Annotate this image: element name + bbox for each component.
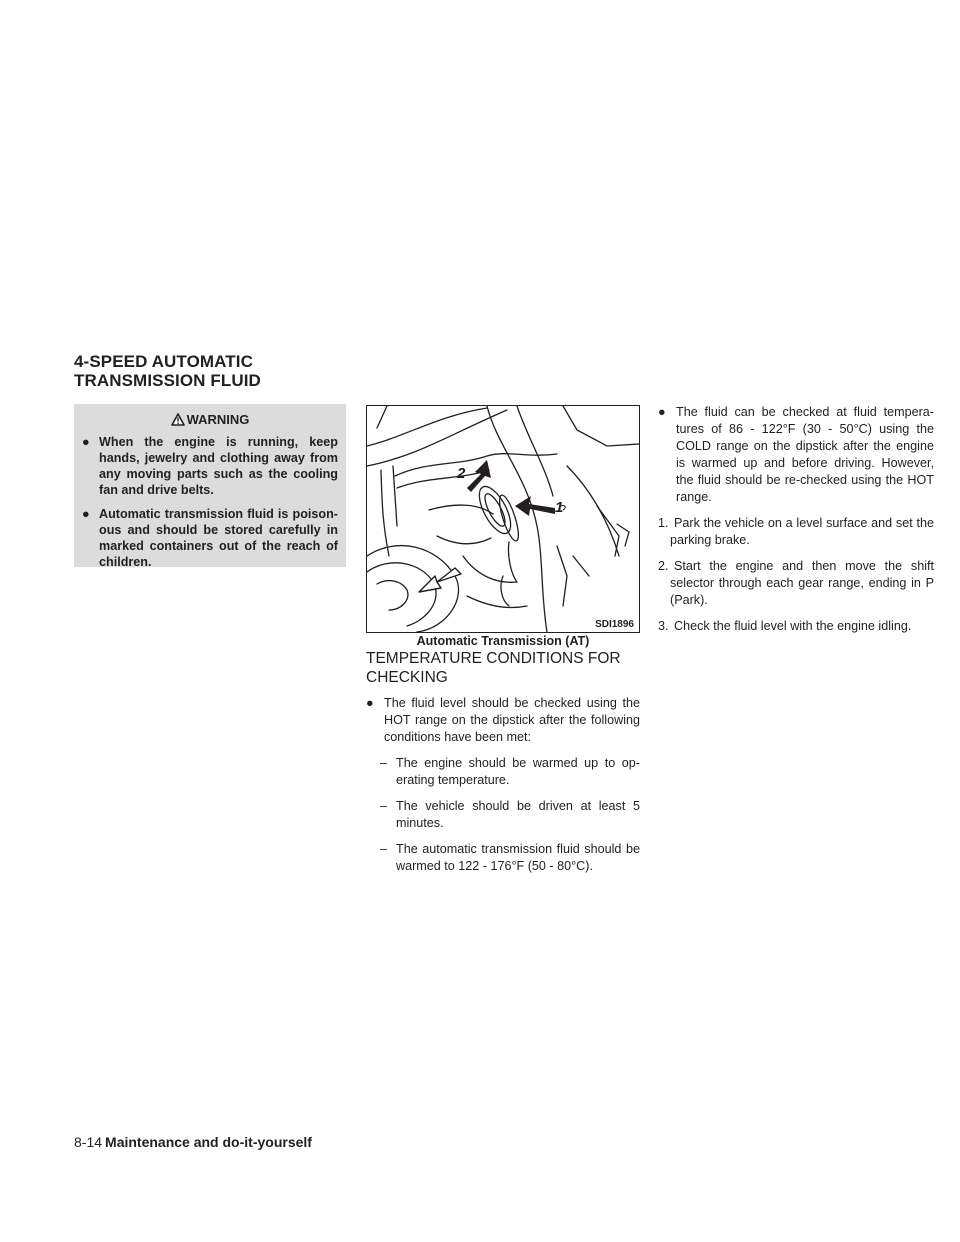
bullet-icon: ● <box>366 696 374 710</box>
warning-item <box>80 506 338 570</box>
temperature-heading-line1: TEMPERATURE CONDITIONS FOR <box>366 650 621 667</box>
warning-title <box>74 412 346 427</box>
step-number: 1. <box>658 516 669 530</box>
step-text: Start the engine and then move the shift selector through each gear range, ending in P (Park). <box>670 559 934 607</box>
dash-icon: – <box>380 756 388 770</box>
cold-range-text: The fluid can be checked at fluid tempera- tures of 86 - 122°F (30 - 50°C) using the COLD range on the dipstick after the engine is warmed up and before driving. However, the fluid should be re-checked using the HOT range. <box>676 405 934 504</box>
engine-bay-illustration <box>367 406 639 632</box>
warning-item <box>80 434 338 498</box>
outline-arrow-icon <box>419 568 461 592</box>
warning-item-text: When the engine is running, keep hands, jewelry and clothing away from any moving parts such as the cooling fan and drive belts. <box>99 435 338 497</box>
step-text: Check the fluid level with the engine idling. <box>674 619 912 633</box>
section-heading <box>74 352 261 390</box>
bullet-icon: ● <box>82 435 90 449</box>
right-column-text <box>658 404 934 644</box>
condition-item <box>366 755 640 789</box>
section-heading-line2: TRANSMISSION FLUID <box>74 371 261 390</box>
cold-range-bullet <box>658 404 934 506</box>
bullet-icon: ● <box>82 507 90 521</box>
step-number: 2. <box>658 559 669 573</box>
dash-icon: – <box>380 799 388 813</box>
figure-code: SDI1896 <box>595 619 634 630</box>
section-heading-line1: 4-SPEED AUTOMATIC <box>74 352 253 371</box>
condition-text: The automatic transmission fluid should be warmed to 122 - 176°F (50 - 80°C). <box>396 842 640 873</box>
step-item <box>658 618 934 635</box>
condition-item <box>366 798 640 832</box>
warning-triangle-icon <box>171 413 185 426</box>
step-text: Park the vehicle on a level surface and set the parking brake. <box>670 516 934 547</box>
warning-title-text: WARNING <box>186 412 250 427</box>
step-item <box>658 558 934 609</box>
warning-list <box>80 434 338 578</box>
step-item <box>658 515 934 549</box>
page-footer <box>74 1133 312 1151</box>
condition-text: The engine should be warmed up to op- erating temperature. <box>396 756 640 787</box>
warning-item-text: Automatic transmission fluid is poison- ous and should be stored carefully in marked containers out of the reach of children. <box>99 507 338 569</box>
step-number: 3. <box>658 619 669 633</box>
figure-caption: Automatic Transmission (AT) <box>416 634 590 648</box>
warning-box <box>74 404 346 567</box>
temperature-heading-line2: CHECKING <box>366 669 448 686</box>
temperature-heading <box>366 649 621 687</box>
callout-1: 1 <box>555 499 564 516</box>
condition-item <box>366 841 640 875</box>
callout-2: 2 <box>457 465 466 482</box>
temperature-text <box>366 695 640 884</box>
arrow-1-icon <box>515 496 555 516</box>
dash-icon: – <box>380 842 388 856</box>
transmission-figure <box>366 405 640 633</box>
bullet-icon: ● <box>658 405 666 419</box>
condition-text: The vehicle should be driven at least 5 minutes. <box>396 799 640 830</box>
page-number: 8-14 <box>74 1134 103 1150</box>
chapter-title: Maintenance and do-it-yourself <box>105 1134 312 1150</box>
temperature-bullet-text: The fluid level should be checked using the HOT range on the dipstick after the following conditions have been met: <box>384 696 640 744</box>
temperature-bullet <box>366 695 640 746</box>
